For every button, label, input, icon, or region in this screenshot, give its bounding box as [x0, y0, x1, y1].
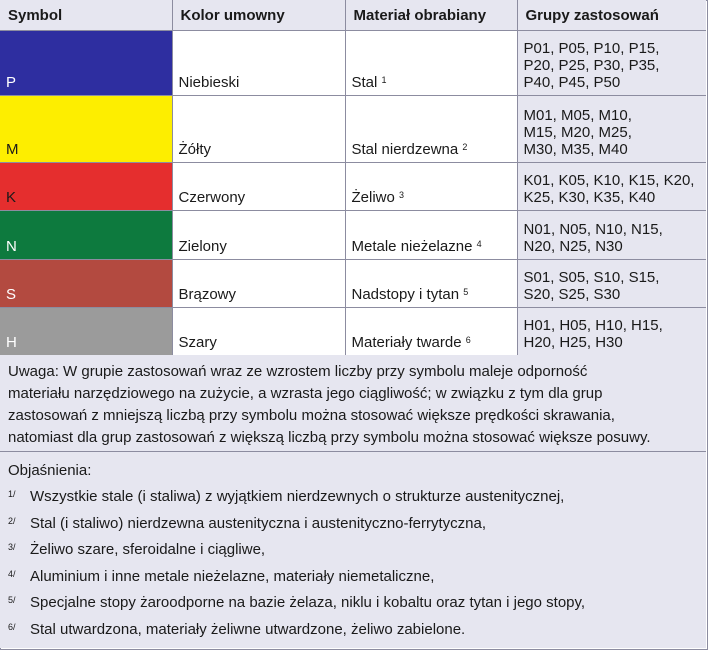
groups-cell — [517, 163, 706, 211]
groups-cell — [517, 96, 706, 163]
footnote-number: 5/ — [8, 595, 16, 605]
groups-line: S20, S25, S30 — [523, 286, 621, 303]
usage-note — [0, 355, 706, 452]
color-name-cell: Żółty — [172, 96, 345, 163]
symbol-cell: H — [0, 308, 172, 356]
table-row-p — [0, 31, 706, 96]
groups-line: P01, P05, P10, P15, — [523, 40, 660, 57]
footnote-ref: 4 — [476, 239, 482, 249]
symbol-cell: P — [0, 31, 172, 96]
explanation-text: Aluminium i inne metale nieżelazne, materiały niemetaliczne, — [30, 567, 435, 585]
explanation-item — [8, 621, 698, 648]
header-row — [0, 0, 706, 31]
color-name-cell: Szary — [172, 308, 345, 356]
material-cell — [345, 96, 517, 163]
explanations — [0, 452, 706, 648]
color-name-cell: Zielony — [172, 211, 345, 260]
header-groups: Grupy zastosowań — [517, 0, 706, 31]
groups-line: K25, K30, K35, K40 — [523, 189, 656, 206]
explanation-text: Wszystkie stale (i staliwa) z wyjątkiem nierdzewnych o strukturze austenitycznej, — [30, 488, 565, 505]
footnote-ref: 1 — [381, 75, 387, 85]
note-line: zastosowań z mniejszą liczbą przy symbolu można stosować większe prędkości skrawania, — [8, 407, 615, 424]
material-text: Żeliwo — [351, 189, 395, 206]
footnote-ref: 6 — [465, 335, 471, 345]
footnote-number: 6/ — [8, 621, 16, 632]
material-cell — [345, 31, 517, 96]
groups-line: M01, M05, M10, — [523, 107, 632, 124]
symbol-cell: M — [0, 96, 172, 163]
footnote-number: 4/ — [8, 568, 16, 579]
material-text: Materiały twarde — [351, 334, 462, 351]
explanation-text: Żeliwo szare, sferoidalne i ciągliwe, — [30, 541, 266, 558]
explanation-item — [8, 515, 698, 542]
groups-cell — [517, 308, 706, 356]
material-text: Stal nierdzewna — [351, 141, 459, 158]
groups-cell — [517, 211, 706, 260]
explanation-text: Stal utwardzona, materiały żeliwne utwardzone, żeliwo zabielone. — [30, 620, 466, 638]
material-text: Stal — [351, 74, 378, 91]
note-line: materiału narzędziowego na zużycie, a wzrasta jego ciągliwość; w związku z tym dla grup — [8, 385, 603, 402]
table-row-k — [0, 163, 706, 211]
footnote-ref: 5 — [463, 287, 469, 297]
groups-line: S01, S05, S10, S15, — [523, 269, 660, 286]
groups-line: K01, K05, K10, K15, K20, — [523, 172, 695, 189]
explanation-item — [8, 488, 698, 515]
symbol-cell: S — [0, 260, 172, 308]
groups-cell — [517, 31, 706, 96]
symbol-cell: K — [0, 163, 172, 211]
header-symbol: Symbol — [0, 0, 172, 31]
table-row-h — [0, 308, 706, 356]
table-row-m — [0, 96, 706, 163]
footnote-number: 1/ — [8, 489, 16, 499]
groups-line: H01, H05, H10, H15, — [523, 317, 663, 334]
explanation-text: Stal (i staliwo) nierdzewna austenityczna i austenityczno-ferrytyczna, — [30, 514, 487, 532]
table-row-n — [0, 211, 706, 260]
material-cell — [345, 211, 517, 260]
groups-line: P20, P25, P30, P35, — [523, 57, 660, 74]
color-name-cell: Czerwony — [172, 163, 345, 211]
groups-cell — [517, 260, 706, 308]
explanations-title: Objaśnienia: — [8, 462, 92, 479]
groups-line: M15, M20, M25, — [523, 124, 632, 141]
material-text: Nadstopy i tytan — [351, 286, 460, 303]
groups-line: N20, N25, N30 — [523, 238, 623, 255]
explanation-item — [8, 594, 698, 621]
footnote-number: 3/ — [8, 542, 16, 552]
header-material: Materiał obrabiany — [345, 0, 517, 31]
header-color: Kolor umowny — [172, 0, 345, 31]
note-line: natomiast dla grup zastosowań z większą liczbą przy symbolu można stosować większe posuwy. — [8, 429, 651, 446]
groups-line: M30, M35, M40 — [523, 141, 628, 158]
material-cell — [345, 260, 517, 308]
explanation-text: Specjalne stopy żaroodporne na bazie żelaza, niklu i kobaltu oraz tytan i jego stopy, — [30, 594, 586, 611]
material-text: Metale nieżelazne — [351, 238, 473, 255]
note-line: Uwaga: W grupie zastosowań wraz ze wzrostem liczby przy symbolu maleje odporność — [8, 363, 588, 380]
explanation-item — [8, 541, 698, 568]
material-cell — [345, 163, 517, 211]
table-row-s — [0, 260, 706, 308]
groups-line: H20, H25, H30 — [523, 334, 623, 351]
groups-line: N01, N05, N10, N15, — [523, 221, 663, 238]
footnote-number: 2/ — [8, 515, 16, 526]
color-name-cell: Niebieski — [172, 31, 345, 96]
symbol-cell: N — [0, 211, 172, 260]
color-name-cell: Brązowy — [172, 260, 345, 308]
groups-line: P40, P45, P50 — [523, 74, 621, 91]
material-cell — [345, 308, 517, 356]
footnote-ref: 2 — [462, 142, 468, 152]
footnote-ref: 3 — [399, 190, 405, 200]
explanation-item — [8, 568, 698, 595]
